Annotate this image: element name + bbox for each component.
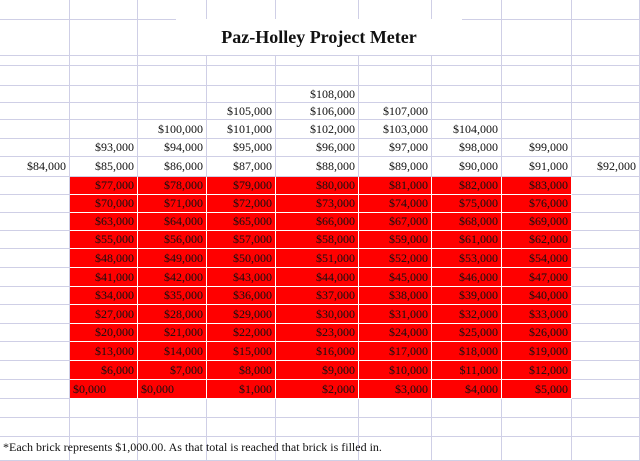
empty-cell[interactable]: [70, 20, 138, 56]
empty-cell[interactable]: [432, 418, 502, 437]
filled-brick-cell[interactable]: $59,000: [359, 231, 432, 249]
goal-brick-cell[interactable]: $95,000: [207, 139, 276, 157]
empty-cell[interactable]: [359, 86, 432, 103]
empty-cell[interactable]: [502, 86, 572, 103]
goal-brick-cell[interactable]: $84,000: [0, 157, 70, 177]
filled-brick-cell[interactable]: $5,000: [502, 380, 572, 399]
filled-brick-cell[interactable]: $22,000: [207, 324, 276, 342]
filled-brick-cell[interactable]: $29,000: [207, 305, 276, 324]
filled-brick-cell[interactable]: $67,000: [359, 213, 432, 231]
empty-cell[interactable]: [70, 120, 138, 139]
goal-brick-cell[interactable]: $100,000: [138, 120, 207, 139]
filled-brick-cell[interactable]: $11,000: [432, 361, 502, 380]
empty-cell[interactable]: [572, 268, 640, 287]
goal-brick-cell[interactable]: $103,000: [359, 120, 432, 139]
filled-brick-cell[interactable]: $12,000: [502, 361, 572, 380]
empty-cell[interactable]: [0, 418, 70, 437]
filled-brick-cell[interactable]: $20,000: [70, 324, 138, 342]
filled-brick-cell[interactable]: $48,000: [70, 249, 138, 268]
empty-cell[interactable]: [138, 66, 207, 86]
empty-cell[interactable]: [138, 0, 207, 20]
empty-cell[interactable]: [0, 213, 70, 231]
footnote[interactable]: *Each brick represents $1,000.00. As that total is reached that brick is filled in.: [3, 440, 382, 454]
goal-brick-cell[interactable]: $108,000: [276, 86, 359, 103]
filled-brick-cell[interactable]: $16,000: [276, 342, 359, 361]
empty-cell[interactable]: [70, 418, 138, 437]
filled-brick-cell[interactable]: $25,000: [432, 324, 502, 342]
filled-brick-cell[interactable]: $3,000: [359, 380, 432, 399]
filled-brick-cell[interactable]: $36,000: [207, 287, 276, 305]
filled-brick-cell[interactable]: $37,000: [276, 287, 359, 305]
empty-cell[interactable]: [0, 305, 70, 324]
goal-brick-cell[interactable]: $107,000: [359, 103, 432, 120]
empty-cell[interactable]: [572, 305, 640, 324]
filled-brick-cell[interactable]: $14,000: [138, 342, 207, 361]
filled-brick-cell[interactable]: $15,000: [207, 342, 276, 361]
empty-cell[interactable]: [138, 399, 207, 418]
empty-cell[interactable]: [572, 399, 640, 418]
goal-brick-cell[interactable]: $104,000: [432, 120, 502, 139]
empty-cell[interactable]: [572, 139, 640, 157]
filled-brick-cell[interactable]: $79,000: [207, 177, 276, 195]
goal-brick-cell[interactable]: $85,000: [70, 157, 138, 177]
empty-cell[interactable]: [572, 342, 640, 361]
empty-cell[interactable]: [572, 20, 640, 56]
filled-brick-cell[interactable]: $35,000: [138, 287, 207, 305]
empty-cell[interactable]: [0, 20, 70, 56]
filled-brick-cell[interactable]: $68,000: [432, 213, 502, 231]
filled-brick-cell[interactable]: $75,000: [432, 195, 502, 213]
empty-cell[interactable]: [207, 66, 276, 86]
goal-brick-cell[interactable]: $106,000: [276, 103, 359, 120]
filled-brick-cell[interactable]: $32,000: [432, 305, 502, 324]
filled-brick-cell[interactable]: $41,000: [70, 268, 138, 287]
empty-cell[interactable]: [432, 437, 502, 461]
empty-cell[interactable]: [0, 195, 70, 213]
empty-cell[interactable]: [207, 418, 276, 437]
filled-brick-cell[interactable]: $33,000: [502, 305, 572, 324]
filled-brick-cell[interactable]: $9,000: [276, 361, 359, 380]
empty-cell[interactable]: [572, 231, 640, 249]
empty-cell[interactable]: [502, 120, 572, 139]
filled-brick-cell[interactable]: $58,000: [276, 231, 359, 249]
empty-cell[interactable]: [0, 399, 70, 418]
empty-cell[interactable]: [432, 56, 502, 66]
filled-brick-cell[interactable]: $76,000: [502, 195, 572, 213]
filled-brick-cell[interactable]: $26,000: [502, 324, 572, 342]
empty-cell[interactable]: [0, 361, 70, 380]
empty-cell[interactable]: [432, 66, 502, 86]
filled-brick-cell[interactable]: $65,000: [207, 213, 276, 231]
filled-brick-cell[interactable]: $55,000: [70, 231, 138, 249]
goal-brick-cell[interactable]: $101,000: [207, 120, 276, 139]
filled-brick-cell[interactable]: $57,000: [207, 231, 276, 249]
empty-cell[interactable]: [432, 0, 502, 20]
empty-cell[interactable]: [0, 103, 70, 120]
empty-cell[interactable]: [572, 287, 640, 305]
empty-cell[interactable]: [572, 437, 640, 461]
filled-brick-cell[interactable]: $80,000: [276, 177, 359, 195]
empty-cell[interactable]: [0, 268, 70, 287]
filled-brick-cell[interactable]: $43,000: [207, 268, 276, 287]
filled-brick-cell[interactable]: $62,000: [502, 231, 572, 249]
empty-cell[interactable]: [359, 418, 432, 437]
empty-cell[interactable]: [70, 86, 138, 103]
filled-brick-cell[interactable]: $72,000: [207, 195, 276, 213]
empty-cell[interactable]: [0, 56, 70, 66]
empty-cell[interactable]: [207, 56, 276, 66]
goal-brick-cell[interactable]: $89,000: [359, 157, 432, 177]
filled-brick-cell[interactable]: $73,000: [276, 195, 359, 213]
empty-cell[interactable]: [0, 342, 70, 361]
empty-cell[interactable]: [70, 56, 138, 66]
filled-brick-cell[interactable]: $31,000: [359, 305, 432, 324]
empty-cell[interactable]: [0, 86, 70, 103]
empty-cell[interactable]: [572, 195, 640, 213]
empty-cell[interactable]: [0, 231, 70, 249]
filled-brick-cell[interactable]: $8,000: [207, 361, 276, 380]
empty-cell[interactable]: [276, 399, 359, 418]
filled-brick-cell[interactable]: $52,000: [359, 249, 432, 268]
filled-brick-cell[interactable]: $19,000: [502, 342, 572, 361]
empty-cell[interactable]: [0, 120, 70, 139]
empty-cell[interactable]: [0, 324, 70, 342]
goal-brick-cell[interactable]: $90,000: [432, 157, 502, 177]
filled-brick-cell[interactable]: $30,000: [276, 305, 359, 324]
empty-cell[interactable]: [432, 103, 502, 120]
empty-cell[interactable]: [572, 120, 640, 139]
empty-cell[interactable]: [276, 56, 359, 66]
filled-brick-cell[interactable]: $34,000: [70, 287, 138, 305]
filled-brick-cell[interactable]: $13,000: [70, 342, 138, 361]
filled-brick-cell[interactable]: $83,000: [502, 177, 572, 195]
goal-brick-cell[interactable]: $99,000: [502, 139, 572, 157]
empty-cell[interactable]: [276, 418, 359, 437]
filled-brick-cell[interactable]: $44,000: [276, 268, 359, 287]
filled-brick-cell[interactable]: $7,000: [138, 361, 207, 380]
empty-cell[interactable]: [572, 177, 640, 195]
filled-brick-cell[interactable]: $74,000: [359, 195, 432, 213]
empty-cell[interactable]: [276, 66, 359, 86]
empty-cell[interactable]: [0, 177, 70, 195]
empty-cell[interactable]: [572, 213, 640, 231]
filled-brick-cell[interactable]: $45,000: [359, 268, 432, 287]
filled-brick-cell[interactable]: $21,000: [138, 324, 207, 342]
filled-brick-cell[interactable]: $77,000: [70, 177, 138, 195]
empty-cell[interactable]: [502, 399, 572, 418]
filled-brick-cell[interactable]: $10,000: [359, 361, 432, 380]
empty-cell[interactable]: [138, 86, 207, 103]
filled-brick-cell[interactable]: $63,000: [70, 213, 138, 231]
empty-cell[interactable]: [0, 66, 70, 86]
empty-cell[interactable]: [207, 86, 276, 103]
filled-brick-cell[interactable]: $71,000: [138, 195, 207, 213]
filled-brick-cell[interactable]: $78,000: [138, 177, 207, 195]
filled-brick-cell[interactable]: $46,000: [432, 268, 502, 287]
goal-brick-cell[interactable]: $97,000: [359, 139, 432, 157]
filled-brick-cell[interactable]: $23,000: [276, 324, 359, 342]
empty-cell[interactable]: [70, 0, 138, 20]
empty-cell[interactable]: [502, 418, 572, 437]
goal-brick-cell[interactable]: $94,000: [138, 139, 207, 157]
goal-brick-cell[interactable]: $91,000: [502, 157, 572, 177]
empty-cell[interactable]: [70, 66, 138, 86]
empty-cell[interactable]: [572, 249, 640, 268]
filled-brick-cell[interactable]: $53,000: [432, 249, 502, 268]
filled-brick-cell[interactable]: $49,000: [138, 249, 207, 268]
empty-cell[interactable]: [0, 139, 70, 157]
filled-brick-cell[interactable]: $38,000: [359, 287, 432, 305]
empty-cell[interactable]: [138, 418, 207, 437]
filled-brick-cell[interactable]: $70,000: [70, 195, 138, 213]
filled-brick-cell[interactable]: $28,000: [138, 305, 207, 324]
empty-cell[interactable]: [572, 380, 640, 399]
empty-cell[interactable]: [70, 103, 138, 120]
filled-brick-cell[interactable]: $42,000: [138, 268, 207, 287]
goal-brick-cell[interactable]: $87,000: [207, 157, 276, 177]
empty-cell[interactable]: [359, 66, 432, 86]
filled-brick-cell[interactable]: $56,000: [138, 231, 207, 249]
empty-cell[interactable]: [276, 0, 359, 20]
empty-cell[interactable]: [502, 103, 572, 120]
filled-brick-cell[interactable]: $69,000: [502, 213, 572, 231]
empty-cell[interactable]: [502, 20, 572, 56]
filled-brick-cell[interactable]: $39,000: [432, 287, 502, 305]
filled-brick-cell[interactable]: $50,000: [207, 249, 276, 268]
empty-cell[interactable]: [572, 86, 640, 103]
empty-cell[interactable]: [359, 0, 432, 20]
filled-brick-cell[interactable]: $27,000: [70, 305, 138, 324]
empty-cell[interactable]: [572, 361, 640, 380]
empty-cell[interactable]: [359, 399, 432, 418]
empty-cell[interactable]: [359, 56, 432, 66]
filled-brick-cell[interactable]: $82,000: [432, 177, 502, 195]
filled-brick-cell[interactable]: $0,000: [138, 380, 207, 399]
empty-cell[interactable]: [207, 399, 276, 418]
empty-cell[interactable]: [0, 380, 70, 399]
filled-brick-cell[interactable]: $18,000: [432, 342, 502, 361]
filled-brick-cell[interactable]: $1,000: [207, 380, 276, 399]
empty-cell[interactable]: [138, 56, 207, 66]
goal-brick-cell[interactable]: $93,000: [70, 139, 138, 157]
filled-brick-cell[interactable]: $81,000: [359, 177, 432, 195]
empty-cell[interactable]: [572, 324, 640, 342]
filled-brick-cell[interactable]: $47,000: [502, 268, 572, 287]
empty-cell[interactable]: [502, 0, 572, 20]
empty-cell[interactable]: [207, 0, 276, 20]
empty-cell[interactable]: [0, 249, 70, 268]
goal-brick-cell[interactable]: $105,000: [207, 103, 276, 120]
empty-cell[interactable]: [502, 66, 572, 86]
filled-brick-cell[interactable]: $64,000: [138, 213, 207, 231]
filled-brick-cell[interactable]: $6,000: [70, 361, 138, 380]
empty-cell[interactable]: [0, 0, 70, 20]
empty-cell[interactable]: [572, 66, 640, 86]
filled-brick-cell[interactable]: $17,000: [359, 342, 432, 361]
goal-brick-cell[interactable]: $92,000: [572, 157, 640, 177]
goal-brick-cell[interactable]: $102,000: [276, 120, 359, 139]
filled-brick-cell[interactable]: $54,000: [502, 249, 572, 268]
filled-brick-cell[interactable]: $4,000: [432, 380, 502, 399]
filled-brick-cell[interactable]: $61,000: [432, 231, 502, 249]
empty-cell[interactable]: [572, 103, 640, 120]
filled-brick-cell[interactable]: $2,000: [276, 380, 359, 399]
goal-brick-cell[interactable]: $98,000: [432, 139, 502, 157]
goal-brick-cell[interactable]: $86,000: [138, 157, 207, 177]
empty-cell[interactable]: [432, 86, 502, 103]
filled-brick-cell[interactable]: $40,000: [502, 287, 572, 305]
goal-brick-cell[interactable]: $96,000: [276, 139, 359, 157]
empty-cell[interactable]: [572, 56, 640, 66]
sheet-title[interactable]: Paz-Holley Project Meter: [176, 19, 462, 55]
filled-brick-cell[interactable]: $51,000: [276, 249, 359, 268]
empty-cell[interactable]: [572, 418, 640, 437]
empty-cell[interactable]: [0, 287, 70, 305]
empty-cell[interactable]: [432, 399, 502, 418]
empty-cell[interactable]: [502, 437, 572, 461]
empty-cell[interactable]: [138, 103, 207, 120]
filled-brick-cell[interactable]: $66,000: [276, 213, 359, 231]
filled-brick-cell[interactable]: $0,000: [70, 380, 138, 399]
empty-cell[interactable]: [70, 399, 138, 418]
empty-cell[interactable]: [502, 56, 572, 66]
goal-brick-cell[interactable]: $88,000: [276, 157, 359, 177]
empty-cell[interactable]: [572, 0, 640, 20]
filled-brick-cell[interactable]: $24,000: [359, 324, 432, 342]
